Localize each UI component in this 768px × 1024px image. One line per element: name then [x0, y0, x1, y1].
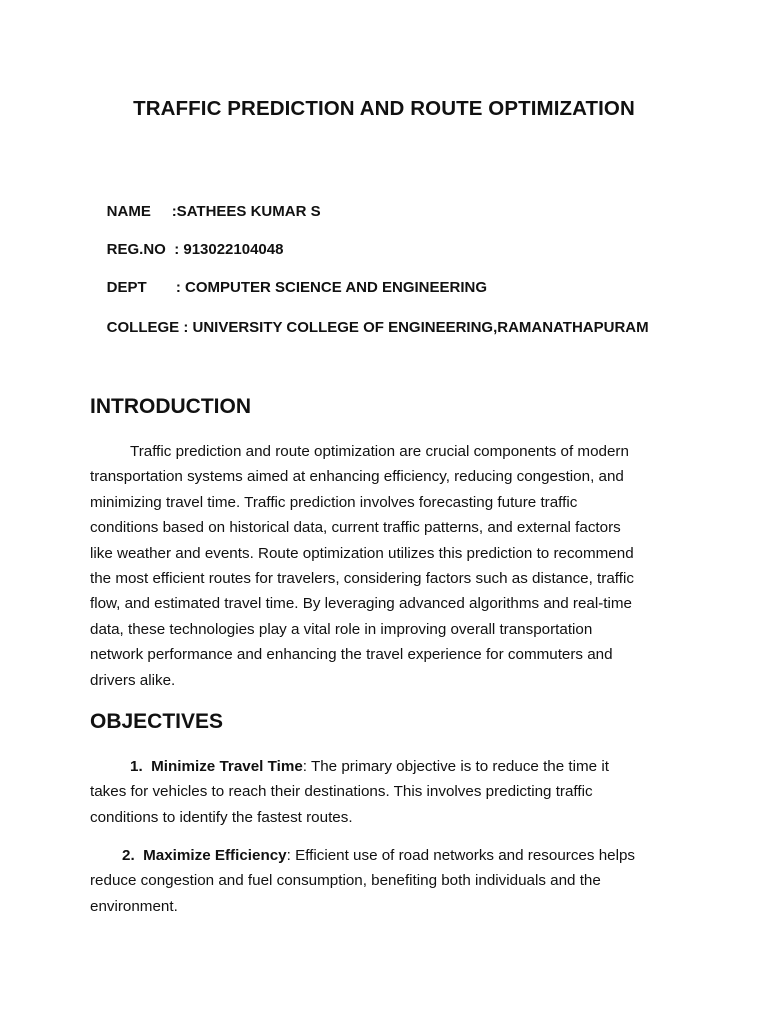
info-value: : COMPUTER SCIENCE AND ENGINEERING [175, 279, 487, 296]
info-value: : UNIVERSITY COLLEGE OF ENGINEERING,RAMANATHAPURAM [183, 319, 649, 336]
paragraph-line: flow, and estimated travel time. By leveraging advanced algorithms and real-time [90, 595, 632, 613]
paragraph-line: conditions based on historical data, current traffic patterns, and external factors [90, 519, 621, 537]
paragraph-line: network performance and enhancing the travel experience for commuters and [90, 646, 613, 664]
info-label: NAME [106, 203, 172, 220]
objective-title: Maximize Efficiency [143, 847, 287, 864]
paragraph-line: minimizing travel time. Traffic prediction involves forecasting future traffic [90, 493, 578, 511]
paragraph-line: transportation systems aimed at enhancing efficiency, reducing congestion, and [90, 468, 624, 486]
objective-number: 2. [122, 847, 135, 864]
paragraph-line: data, these technologies play a vital role in improving overall transportation [90, 620, 593, 638]
paragraph-line: environment. [90, 897, 178, 915]
paragraph-line: Traffic prediction and route optimization are crucial components of modern [130, 443, 629, 460]
paragraph-line: the most efficient routes for travelers, considering factors such as distance, traffic [90, 570, 634, 588]
info-value: :SATHEES KUMAR S [171, 203, 321, 220]
paragraph-line: conditions to identify the fastest routes. [90, 808, 353, 826]
introduction-paragraph [90, 439, 690, 693]
objective-first-line [90, 754, 690, 779]
objective-first-text: : Efficient use of road networks and resources helps [286, 847, 636, 864]
paragraph-line: reduce congestion and fuel consumption, benefiting both individuals and the [90, 872, 601, 890]
objective-item-1 [90, 754, 690, 830]
objective-item-2 [90, 843, 690, 919]
info-label: REG.NO [106, 241, 175, 258]
introduction-heading: INTRODUCTION [90, 395, 251, 418]
info-row-college [90, 302, 649, 353]
objective-title: Minimize Travel Time [151, 758, 303, 775]
paragraph-line: drivers alike. [90, 671, 176, 689]
objective-number: 1. [130, 758, 143, 775]
info-label: COLLEGE [106, 319, 184, 336]
paragraph-line: takes for vehicles to reach their destinations. This involves predicting traffic [90, 783, 593, 801]
objective-first-text: : The primary objective is to reduce the time it [302, 758, 609, 775]
info-label: DEPT [106, 279, 176, 296]
document-title: TRAFFIC PREDICTION AND ROUTE OPTIMIZATION [133, 97, 635, 120]
paragraph-line: like weather and events. Route optimization utilizes this prediction to recommend [90, 544, 634, 562]
objectives-heading: OBJECTIVES [90, 710, 224, 733]
info-value: : 913022104048 [174, 241, 284, 258]
objective-first-line [90, 843, 690, 868]
